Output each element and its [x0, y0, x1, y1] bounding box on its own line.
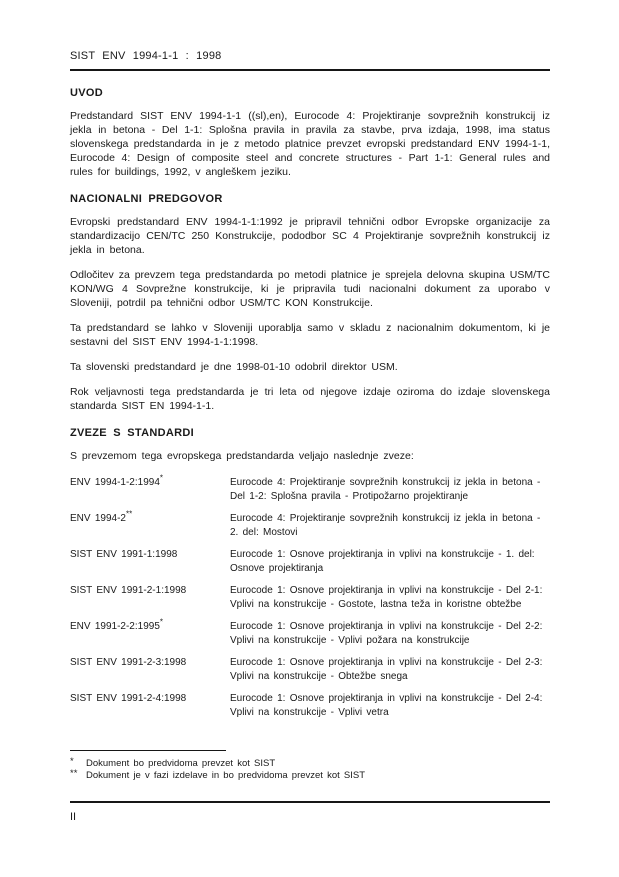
standard-description: Eurocode 1: Osnove projektiranja in vplivi na konstrukcije - 1. del: Osnove projektiranja	[230, 549, 535, 574]
uvod-paragraph: Predstandard SIST ENV 1994-1-1 ((sl),en), Eurocode 4: Projektiranje sovprežnih konstrukcij iz jekla in betona - Del 1-1: Splošna pravila in pravila za stavbe, prva izdaja, 1998, ima status slovenskega predstandarda in je z metodo platnice prevzet evropski predstandard ENV 1994-1-1, Eurocode 4: Design of composite steel and concrete structures - Part 1-1: General rules and rules for buildings, 1992, v angleškem jeziku.	[70, 110, 550, 178]
document-content	[70, 50, 550, 728]
standards-list-item	[70, 509, 550, 540]
standard-code	[70, 509, 230, 540]
predgovor-paragraph: Ta predstandard se lahko v Sloveniji uporablja samo v skladu z nacionalnim dokumentom, ki je sestavni del SIST ENV 1994-1-1:1998.	[70, 322, 550, 348]
standard-code-text: ENV 1994-2	[70, 513, 126, 524]
standard-description: Eurocode 1: Osnove projektiranja in vplivi na konstrukcije - Del 2-4: Vplivi na konstrukcije - Vplivi vetra	[230, 693, 543, 718]
predgovor-paragraph: Odločitev za prevzem tega predstandarda po metodi platnice je sprejela delovna skupina USM/TC KON/WG 4 Sovprežne konstrukcije, ki je pripravila tudi nacionalni dokument za uporabo v Sloveniji, potrdil pa tehnični odbor USM/TC KON Konstrukcije.	[70, 269, 550, 309]
standard-code-text: SIST ENV 1991-2-1:1998	[70, 585, 187, 596]
standard-description: Eurocode 1: Osnove projektiranja in vplivi na konstrukcije - Del 2-3: Vplivi na konstrukcije - Obtežbe snega	[230, 657, 543, 682]
standards-list-item	[70, 617, 550, 648]
standard-code-text: SIST ENV 1991-2-3:1998	[70, 657, 187, 668]
footnotes-block	[70, 750, 550, 782]
footnote-divider	[70, 750, 226, 751]
standards-list-item	[70, 692, 550, 720]
predgovor-paragraph: Ta slovenski predstandard je dne 1998-01-10 odobril direktor USM.	[70, 361, 398, 373]
section-heading-uvod: UVOD	[70, 87, 103, 99]
standard-description: Eurocode 1: Osnove projektiranja in vplivi na konstrukcije - Del 2-1: Vplivi na konstrukcije - Gostote, lastna teža in koristne obtežbe	[230, 585, 543, 610]
footnote-marker: *	[70, 756, 74, 767]
predgovor-paragraph: Evropski predstandard ENV 1994-1-1:1992 je pripravil tehnični odbor Evropske organizacije za standardizacijo CEN/TC 250 Konstrukcije, pododbor SC 4 Projektiranje sovprežnih konstrukcij iz jekla in betona.	[70, 216, 550, 256]
footer-divider	[70, 801, 550, 803]
document-reference: SIST ENV 1994-1-1 : 1998	[70, 50, 222, 62]
standard-code-text: ENV 1991-2-2:1995	[70, 621, 160, 632]
page-number: II	[70, 811, 77, 823]
standards-list-item	[70, 548, 550, 576]
footnote-marker-ref: **	[125, 509, 133, 519]
header-divider	[70, 69, 550, 71]
footnote-text: Dokument je v fazi izdelave in bo predvidoma prevzet kot SIST	[86, 770, 366, 781]
standard-description: Eurocode 1: Osnove projektiranja in vplivi na konstrukcije - Del 2-2: Vplivi na konstrukcije - Vplivi požara na konstrukcije	[230, 621, 543, 646]
footnote-marker: **	[70, 768, 78, 779]
footnote	[70, 770, 550, 782]
predgovor-paragraph: Rok veljavnosti tega predstandarda je tri leta od njegove izdaje oziroma do izdaje slovenskega standarda SIST EN 1994-1-1.	[70, 386, 550, 412]
standard-description: Eurocode 4: Projektiranje sovprežnih konstrukcij iz jekla in betona - 2. del: Mostovi	[230, 513, 541, 538]
footnote-text: Dokument bo predvidoma prevzet kot SIST	[86, 758, 276, 769]
standards-list-item	[70, 584, 550, 612]
standard-code-text: ENV 1994-1-2:1994	[70, 477, 160, 488]
standards-reference-list	[70, 473, 550, 720]
section-heading-nacionalni-predgovor: NACIONALNI PREDGOVOR	[70, 193, 223, 205]
section-heading-zveze-s-standardi: ZVEZE S STANDARDI	[70, 427, 194, 439]
footnote-marker-ref: *	[159, 617, 164, 627]
standard-code	[70, 548, 230, 576]
zveze-intro-paragraph: S prevzemom tega evropskega predstandarda veljajo naslednje zveze:	[70, 450, 414, 462]
standard-code-text: SIST ENV 1991-2-4:1998	[70, 693, 187, 704]
footnote	[70, 758, 550, 770]
standard-code	[70, 584, 230, 612]
standard-code-text: SIST ENV 1991-1:1998	[70, 549, 178, 560]
page-footer	[70, 801, 550, 823]
standard-code	[70, 692, 230, 720]
standards-list-item	[70, 656, 550, 684]
standard-code	[70, 656, 230, 684]
footnote-marker-ref: *	[159, 473, 164, 483]
standards-list-item	[70, 473, 550, 504]
standard-description: Eurocode 4: Projektiranje sovprežnih konstrukcij iz jekla in betona - Del 1-2: Splošna pravila - Protipožarno projektiranje	[230, 477, 541, 502]
standard-code	[70, 617, 230, 648]
document-header	[70, 50, 550, 71]
standard-code	[70, 473, 230, 504]
